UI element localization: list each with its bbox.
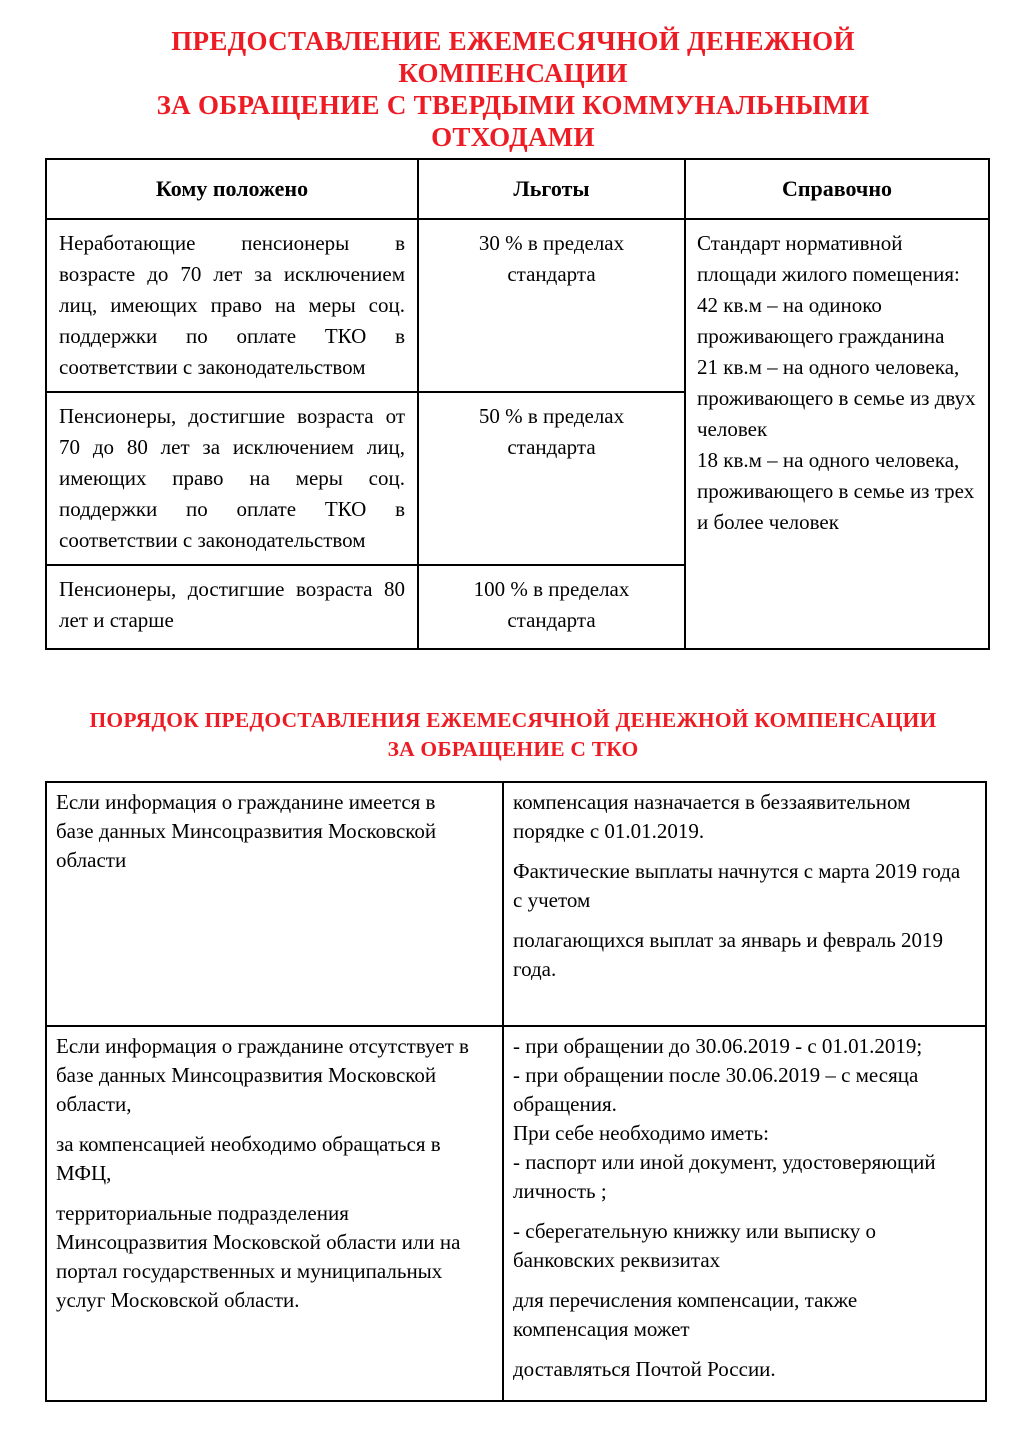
cell-benefit-row3: 100 % в пределах стандарта (418, 565, 685, 649)
doc-title (0, 0, 1026, 153)
section-heading (0, 706, 1026, 764)
header-reference: Справочно (685, 159, 989, 219)
cell-who-row1: Неработающие пенсионеры в возрасте до 70 лет за исключением лиц, имеющих право на меры соц. поддержки по оплате ТКО в соответствии с законодательством (46, 219, 418, 392)
cell-benefit-row2: 50 % в пределах стандарта (418, 392, 685, 565)
cell-procedure-row1 (503, 782, 986, 1026)
doc-title-line: ПРЕДОСТАВЛЕНИЕ ЕЖЕМЕСЯЧНОЙ ДЕНЕЖНОЙ (171, 26, 855, 56)
table-row (46, 219, 989, 392)
cell-condition-row2 (46, 1026, 503, 1401)
doc-title-line: ОТХОДАМИ (431, 122, 595, 152)
paragraph: Если информация о гражданине отсутствует в базе данных Минсоцразвития Московской области, (56, 1034, 469, 1116)
header-who: Кому положено (46, 159, 418, 219)
paragraph: Фактические выплаты начнутся с марта 2019 года с учетом (513, 859, 961, 912)
paragraph: - при обращении после 30.06.2019 – с месяца обращения. (513, 1063, 919, 1116)
paragraph: доставляться Почтой России. (513, 1357, 776, 1381)
procedure-table (45, 781, 987, 1402)
doc-title-line: КОМПЕНСАЦИИ (398, 58, 628, 88)
doc-title-line: ЗА ОБРАЩЕНИЕ С ТВЕРДЫМИ КОММУНАЛЬНЫМИ (156, 90, 870, 120)
cell-procedure-row2 (503, 1026, 986, 1401)
paragraph: Если информация о гражданине имеется в базе данных Минсоцразвития Московской области (56, 790, 437, 872)
reference-line: 18 кв.м – на одного человека, проживающего в семье из трех и более человек (697, 448, 975, 534)
paragraph: - паспорт или иной документ, удостоверяющий личность ; (513, 1150, 936, 1203)
benefits-table-header-row (46, 159, 989, 219)
reference-line: 21 кв.м – на одного человека, проживающего в семье из двух человек (697, 355, 976, 441)
section-heading-line: ЗА ОБРАЩЕНИЕ С ТКО (387, 737, 639, 761)
paragraph: территориальные подразделения Минсоцразвития Московской области или на портал государственных и муниципальных услуг Московской области. (56, 1201, 461, 1312)
reference-line: 42 кв.м – на одиноко проживающего гражданина (697, 293, 945, 348)
paragraph: - сберегательную книжку или выписку о банковских реквизитах (513, 1219, 877, 1272)
paragraph: компенсация назначается в беззаявительном порядке с 01.01.2019. (513, 790, 911, 843)
benefits-table (45, 158, 990, 650)
section-heading-line: ПОРЯДОК ПРЕДОСТАВЛЕНИЯ ЕЖЕМЕСЯЧНОЙ ДЕНЕЖНОЙ КОМПЕНСАЦИИ (89, 708, 937, 732)
reference-line: Стандарт нормативной площади жилого помещения: (697, 231, 960, 286)
paragraph: за компенсацией необходимо обращаться в МФЦ, (56, 1132, 441, 1185)
cell-who-row3: Пенсионеры, достигшие возраста 80 лет и старше (46, 565, 418, 649)
paragraph: При себе необходимо иметь: (513, 1121, 769, 1145)
cell-condition-row1 (46, 782, 503, 1026)
header-benefits: Льготы (418, 159, 685, 219)
cell-benefit-row1: 30 % в пределах стандарта (418, 219, 685, 392)
cell-reference (685, 219, 989, 649)
paragraph: полагающихся выплат за январь и февраль 2019 года. (513, 928, 944, 981)
paragraph: для перечисления компенсации, также компенсация может (513, 1288, 858, 1341)
table-row (46, 782, 986, 1026)
table-row (46, 1026, 986, 1401)
paragraph: - при обращении до 30.06.2019 - с 01.01.2019; (513, 1034, 923, 1058)
cell-who-row2: Пенсионеры, достигшие возраста от 70 до 80 лет за исключением лиц, имеющих право на меры соц. поддержки по оплате ТКО в соответствии с законодательством (46, 392, 418, 565)
